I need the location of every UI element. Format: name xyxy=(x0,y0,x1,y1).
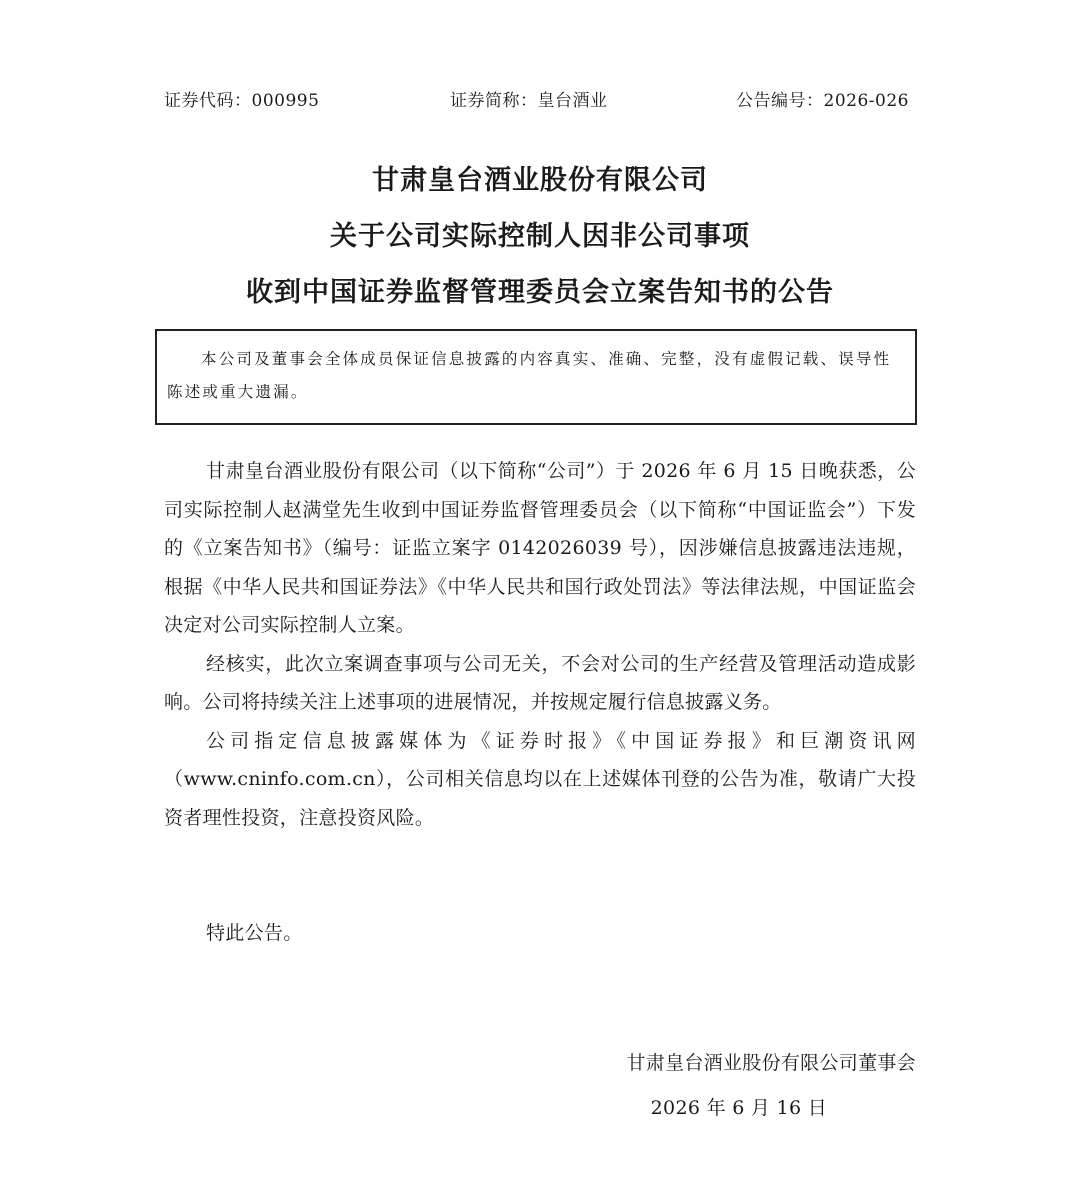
body-paragraph-2: 经核实，此次立案调查事项与公司无关，不会对公司的生产经营及管理活动造成影响。公司将持续关注上述事项的进展情况，并按规定履行信息披露义务。 xyxy=(164,652,916,713)
announcement-number: 公告编号：2026-026 xyxy=(736,91,909,111)
stock-short-name: 证券简称：皇台酒业 xyxy=(450,91,608,111)
disclosure-statement-box xyxy=(155,329,917,425)
signature-company: 甘肃皇台酒业股份有限公司董事会 xyxy=(626,1052,916,1074)
title-subject-cont: 收到中国证券监督管理委员会立案告知书的公告 xyxy=(246,277,834,308)
signature-date: 2026 年 6 月 16 日 xyxy=(650,1097,827,1119)
title-subject: 关于公司实际控制人因非公司事项 xyxy=(330,221,750,252)
disclosure-statement: 本公司及董事会全体成员保证信息披露的内容真实、准确、完整，没有虚假记载、误导性陈述或重大遗漏。 xyxy=(167,350,892,401)
title-company: 甘肃皇台酒业股份有限公司 xyxy=(372,165,708,196)
body-paragraph-3: 公司指定信息披露媒体为《证券时报》《中国证券报》和巨潮资讯网（www.cninfo.com.cn），公司相关信息均以在上述媒体刊登的公告为准，敬请广大投资者理性投资，注意投资风险。 xyxy=(164,729,916,829)
announcement-body xyxy=(164,452,916,837)
stock-code: 证券代码：000995 xyxy=(164,91,320,111)
body-paragraph-1: 甘肃皇台酒业股份有限公司（以下简称“公司”）于 2026 年 6 月 15 日晚获悉，公司实际控制人赵满堂先生收到中国证券监督管理委员会（以下简称“中国证监会”）下发的《立案告知书》（编号：证监立案字 0142026039 号），因涉嫌信息披露违法违规，根据《中华人民共和国证券法》《中华人民共和国行政处罚法》等法律法规，中国证监会决定对公司实际控制人立案。 xyxy=(164,460,916,636)
closing-remark: 特此公告。 xyxy=(206,922,303,944)
